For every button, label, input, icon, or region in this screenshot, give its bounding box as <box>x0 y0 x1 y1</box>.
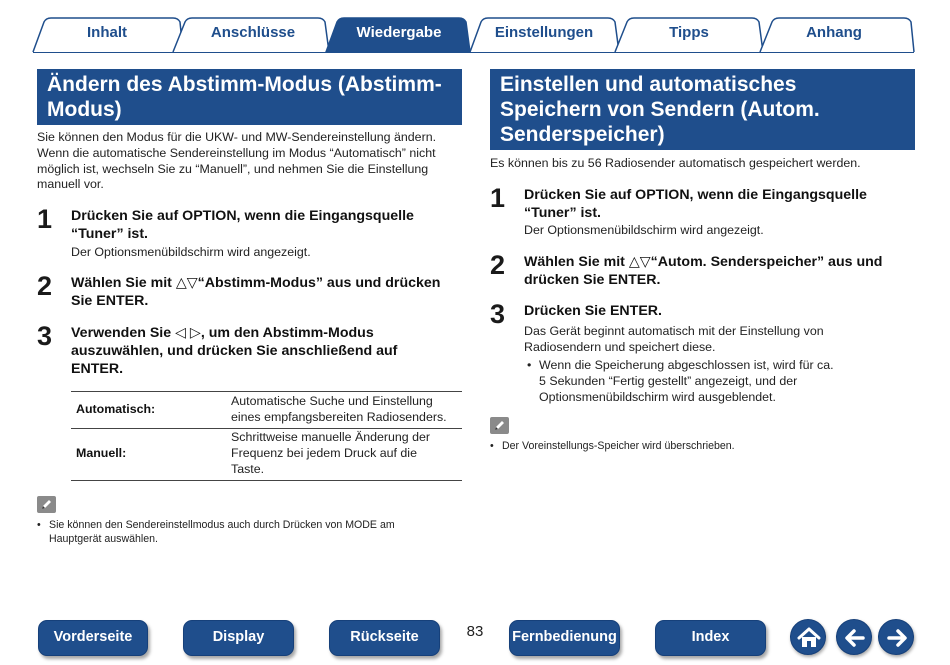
tab-einstellungen[interactable]: Einstellungen <box>494 24 594 41</box>
left-step-2-title <box>71 274 466 310</box>
left-step-3-number: 3 <box>37 321 53 351</box>
left-heading-line-2: Modus) <box>47 98 122 121</box>
nav-button-display[interactable] <box>183 620 294 656</box>
nav-button-fernbedienung[interactable] <box>509 620 620 656</box>
right-sub-bullet-line-3: Optionsmenübildschirm wird ausgeblendet. <box>539 389 776 404</box>
right-step-3-desc-line-1: Das Gerät beginnt automatisch mit der Einstellung von <box>524 324 824 338</box>
right-intro: Es können bis zu 56 Radiosender automatisch gespeichert werden. <box>490 156 861 170</box>
left-step-1-title-line-1: Drücken Sie auf OPTION, wenn die Eingangsquelle <box>71 208 414 224</box>
table-value-automatic-line-2: eines empfangsbereiten Radiosenders. <box>231 409 447 424</box>
nav-button-index[interactable] <box>655 620 766 656</box>
left-note <box>37 518 467 546</box>
left-section-heading <box>37 69 462 125</box>
right-step-1-number: 1 <box>490 183 506 213</box>
right-step-1-desc: Der Optionsmenübildschirm wird angezeigt. <box>524 223 764 237</box>
table-value-automatic-line-1: Automatische Suche und Einstellung <box>231 394 433 408</box>
nav-button-rueckseite[interactable] <box>329 620 440 656</box>
right-step-1-title-line-1: Drücken Sie auf OPTION, wenn die Eingangsquelle <box>524 187 867 203</box>
left-step-3-title-line-2: auszuwählen, und drücken Sie anschließend auf <box>71 343 398 359</box>
left-step-1-number: 1 <box>37 204 53 234</box>
table-value-manual-line-3: Taste. <box>231 461 265 476</box>
nav-button-rueckseite-label: Rückseite <box>350 629 419 645</box>
nav-button-display-label: Display <box>212 629 265 645</box>
left-step-2-title-line-1: Wählen Sie mit △▽“Abstimm-Modus” aus und drücken <box>71 275 441 291</box>
right-step-2-title-line-1: Wählen Sie mit △▽“Autom. Senderspeicher” aus und <box>524 254 883 270</box>
left-note-line-2: Hauptgerät auswählen. <box>49 533 158 545</box>
left-step-3-title-line-1: Verwenden Sie ◁ ▷, um den Abstimm-Modus <box>71 325 374 341</box>
pencil-note-icon <box>490 417 509 434</box>
left-step-1-title-line-2: “Tuner” ist. <box>71 226 148 242</box>
left-step-2-number: 2 <box>37 271 53 301</box>
table-value-manual-line-1: Schrittweise manuelle Änderung der <box>231 430 431 444</box>
right-heading-line-2: Speichern von Sendern (Autom. <box>500 98 820 121</box>
right-section-heading <box>490 69 915 150</box>
right-heading-line-3: Senderspeicher) <box>500 123 665 146</box>
left-step-3-title <box>71 324 466 378</box>
tab-anschluesse[interactable]: Anschlüsse <box>210 24 296 41</box>
left-step-1-desc: Der Optionsmenübildschirm wird angezeigt. <box>71 245 311 259</box>
back-arrow-icon <box>837 620 873 656</box>
pencil-note-icon <box>37 496 56 513</box>
right-sub-bullet-line-1: • Wenn die Speicherung abgeschlossen ist, wird für ca. <box>539 358 834 372</box>
right-step-2-title <box>524 253 919 289</box>
forward-arrow-icon <box>879 620 915 656</box>
nav-button-vorderseite-label: Vorderseite <box>53 629 133 645</box>
forward-button[interactable] <box>878 619 914 655</box>
right-step-3-sub-bullet <box>527 358 922 405</box>
right-heading-line-1: Einstellen und automatisches <box>500 73 797 96</box>
right-step-1-title <box>524 186 919 222</box>
right-note <box>490 439 920 453</box>
left-intro-line-2: Wenn die automatische Sendereinstellung im Modus “Automatisch” nicht <box>37 145 436 160</box>
tab-tipps[interactable]: Tipps <box>669 24 709 41</box>
back-button[interactable] <box>836 619 872 655</box>
right-sub-bullet-item <box>527 358 922 405</box>
home-button[interactable] <box>790 619 826 655</box>
home-icon <box>791 620 827 656</box>
left-intro-line-4: manuell vor. <box>37 177 104 192</box>
table-value-automatic <box>231 392 462 426</box>
right-sub-bullet-line-2: 5 Sekunden “Fertig gestellt” angezeigt, und der <box>539 373 798 388</box>
right-step-3-desc-line-2: Radiosendern und speichert diese. <box>524 339 716 354</box>
right-step-3-title: Drücken Sie ENTER. <box>524 303 662 319</box>
table-value-manual-line-2: Frequenz bei jedem Druck auf die <box>231 445 417 460</box>
tuning-mode-table <box>71 391 462 481</box>
right-note-bullet: • Der Voreinstellungs-Speicher wird überschrieben. <box>490 439 920 453</box>
page-number: 83 <box>466 623 484 640</box>
nav-button-fernbedienung-label: Fernbedienung <box>512 629 617 645</box>
tab-bar <box>0 0 950 56</box>
left-intro-line-1: Sie können den Modus für die UKW- und MW-Sendereinstellung ändern. <box>37 130 437 144</box>
nav-button-vorderseite[interactable] <box>38 620 148 656</box>
left-note-line-1: • Sie können den Sendereinstellmodus auch durch Drücken von MODE am <box>49 519 395 531</box>
table-row <box>71 391 462 428</box>
left-step-3-title-line-3: ENTER. <box>71 361 124 377</box>
left-step-1-title <box>71 207 466 243</box>
table-key-manual: Manuell: <box>76 446 127 460</box>
left-heading-line-1: Ändern des Abstimm-Modus (Abstimm- <box>47 73 442 96</box>
left-intro <box>37 130 467 193</box>
table-value-manual <box>231 429 462 477</box>
right-step-2-number: 2 <box>490 250 506 280</box>
table-row <box>71 428 462 481</box>
nav-button-index-label: Index <box>691 629 730 645</box>
tab-wiedergabe[interactable]: Wiedergabe <box>356 24 442 41</box>
right-step-1-title-line-2: “Tuner” ist. <box>524 205 601 221</box>
tab-inhalt[interactable]: Inhalt <box>87 24 127 41</box>
table-key-automatic: Automatisch: <box>76 402 156 416</box>
right-step-3-number: 3 <box>490 299 506 329</box>
right-step-2-title-line-2: drücken Sie ENTER. <box>524 272 661 288</box>
left-note-bullet <box>37 518 467 546</box>
left-intro-line-3: möglich ist, wechseln Sie zu “Manuell”, und nehmen Sie die Einstellung <box>37 161 429 176</box>
right-step-3-desc <box>524 324 919 356</box>
tab-anhang[interactable]: Anhang <box>806 24 862 41</box>
left-step-2-title-line-2: Sie ENTER. <box>71 293 149 309</box>
